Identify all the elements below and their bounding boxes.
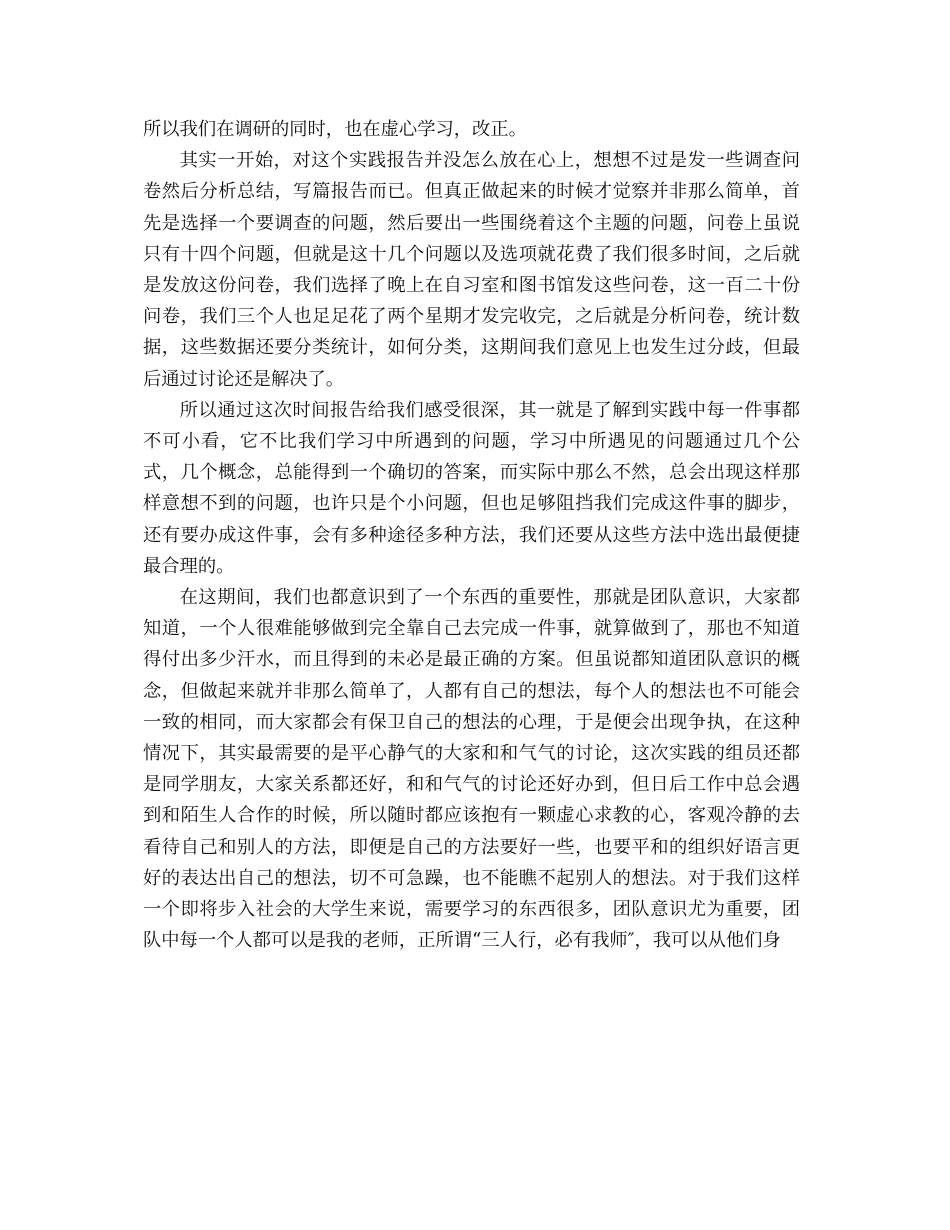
- paragraph-reflection: 所以通过这次时间报告给我们感受很深，其一就是了解到实践中每一件事都不可小看，它不比我们学习中所遇到的问题，学习中所遇见的问题通过几个公式，几个概念，总能得到一个确切的答案，而实际中那么不然，总会出现这样那样意想不到的问题，也许只是个小问题，但也足够阻挡我们完成这件事的脚步，还有要办成这件事，会有多种途径多种方法，我们还要从这些方法中选出最便捷最合理的。: [143, 399, 800, 577]
- document-page: [143, 114, 800, 956]
- paragraph-practice-report: 其实一开始，对这个实践报告并没怎么放在心上，想想不过是发一些调查问卷然后分析总结，写篇报告而已。但真正做起来的时候才觉察并非那么简单，首先是选择一个要调查的问题，然后要出一些围绕着这个主题的问题，问卷上虽说只有十四个问题，但就是这十几个问题以及选项就花费了我们很多时间，之后就是发放这份问卷，我们选择了晚上在自习室和图书馆发这些问卷，这一百二十份问卷，我们三个人也足足花了两个星期才发完收完，之后就是分析问卷，统计数据，这些数据还要分类统计，如何分类，这期间我们意见上也发生过分歧，但最后通过讨论还是解决了。: [143, 150, 800, 390]
- paragraph-teamwork: 在这期间，我们也都意识到了一个东西的重要性，那就是团队意识，大家都知道，一个人很难能够做到完全靠自己去完成一件事，就算做到了，那也不知道得付出多少汗水，而且得到的未必是最正确的方案。但虽说都知道团队意识的概念，但做起来就并非那么简单了，人都有自己的想法，每个人的想法也不可能会一致的相同，而大家都会有保卫自己的想法的心理，于是便会出现争执，在这种情况下，其实最需要的是平心静气的大家和和气气的讨论，这次实践的组员还都是同学朋友，大家关系都还好，和和气气的讨论还好办到，但日后工作中总会遇到和陌生人合作的时候，所以随时都应该抱有一颗虚心求教的心，客观冷静的去看待自己和别人的方法，即便是自己的方法要好一些，也要平和的组织好语言更好的表达出自己的想法，切不可急躁，也不能瞧不起别人的想法。对于我们这样一个即将步入社会的大学生来说，需要学习的东西很多，团队意识尤为重要，团队中每一个人都可以是我的老师，正所谓“三人行，必有我师″，我可以从他们身: [143, 587, 800, 952]
- paragraph-continuation: 所以我们在调研的同时，也在虚心学习，改正。: [143, 119, 527, 140]
